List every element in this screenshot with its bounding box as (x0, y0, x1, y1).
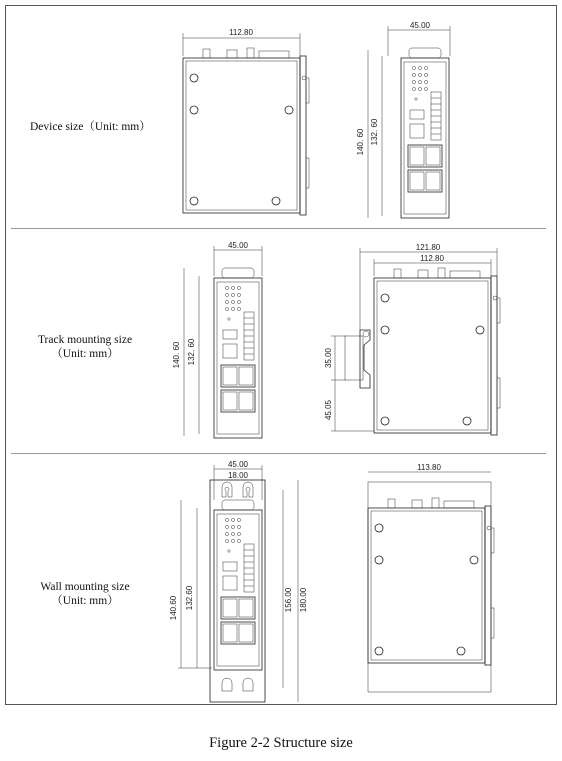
device-width-text: 112.80 (229, 28, 253, 37)
track-front-width-text: 45.00 (227, 241, 249, 250)
device-front-width-text: 45.00 (409, 21, 431, 30)
track-label-line1: Track mounting size (37, 334, 133, 346)
device-height1-text: 140. 60 (356, 128, 365, 156)
device-size-label: Device size（Unit: mm） (30, 121, 151, 133)
track-height2-text: 132. 60 (187, 338, 196, 366)
wall-side-width-text: 113.80 (417, 463, 441, 472)
wall-front-view (210, 480, 265, 702)
track-side-width2-text: 112.80 (420, 254, 444, 263)
track-front-view (214, 268, 262, 438)
wall-h2-text: 132.60 (185, 585, 194, 611)
track-side-view (345, 268, 500, 435)
device-front-view (401, 48, 449, 218)
wall-label-line1: Wall mounting size (40, 581, 130, 593)
figure-caption: Figure 2-2 Structure size (209, 735, 353, 751)
device-dim-width (183, 28, 300, 56)
track-side-width1-text: 121.80 (415, 243, 441, 252)
device-side-view (183, 48, 309, 215)
wall-width1-text: 45.00 (227, 460, 249, 469)
wall-h1-text: 140.60 (169, 595, 178, 621)
track-height1-text: 140. 60 (172, 341, 181, 369)
wall-dim-side (368, 463, 491, 472)
wall-h4-text: 180.00 (299, 587, 308, 613)
wall-side-view (368, 482, 494, 692)
track-rail1-text: 35.00 (324, 347, 333, 369)
wall-h3-text: 156.00 (284, 587, 293, 613)
track-rail2-text: 45.05 (324, 399, 333, 421)
device-height2-text: 132. 60 (370, 118, 379, 146)
wall-width2-text: 18.00 (227, 471, 249, 480)
track-label-line2: （Unit: mm） (51, 348, 119, 360)
wall-label-line2: （Unit: mm） (51, 595, 119, 607)
wall-dim-front (169, 460, 308, 702)
device-dim-front (356, 21, 450, 218)
